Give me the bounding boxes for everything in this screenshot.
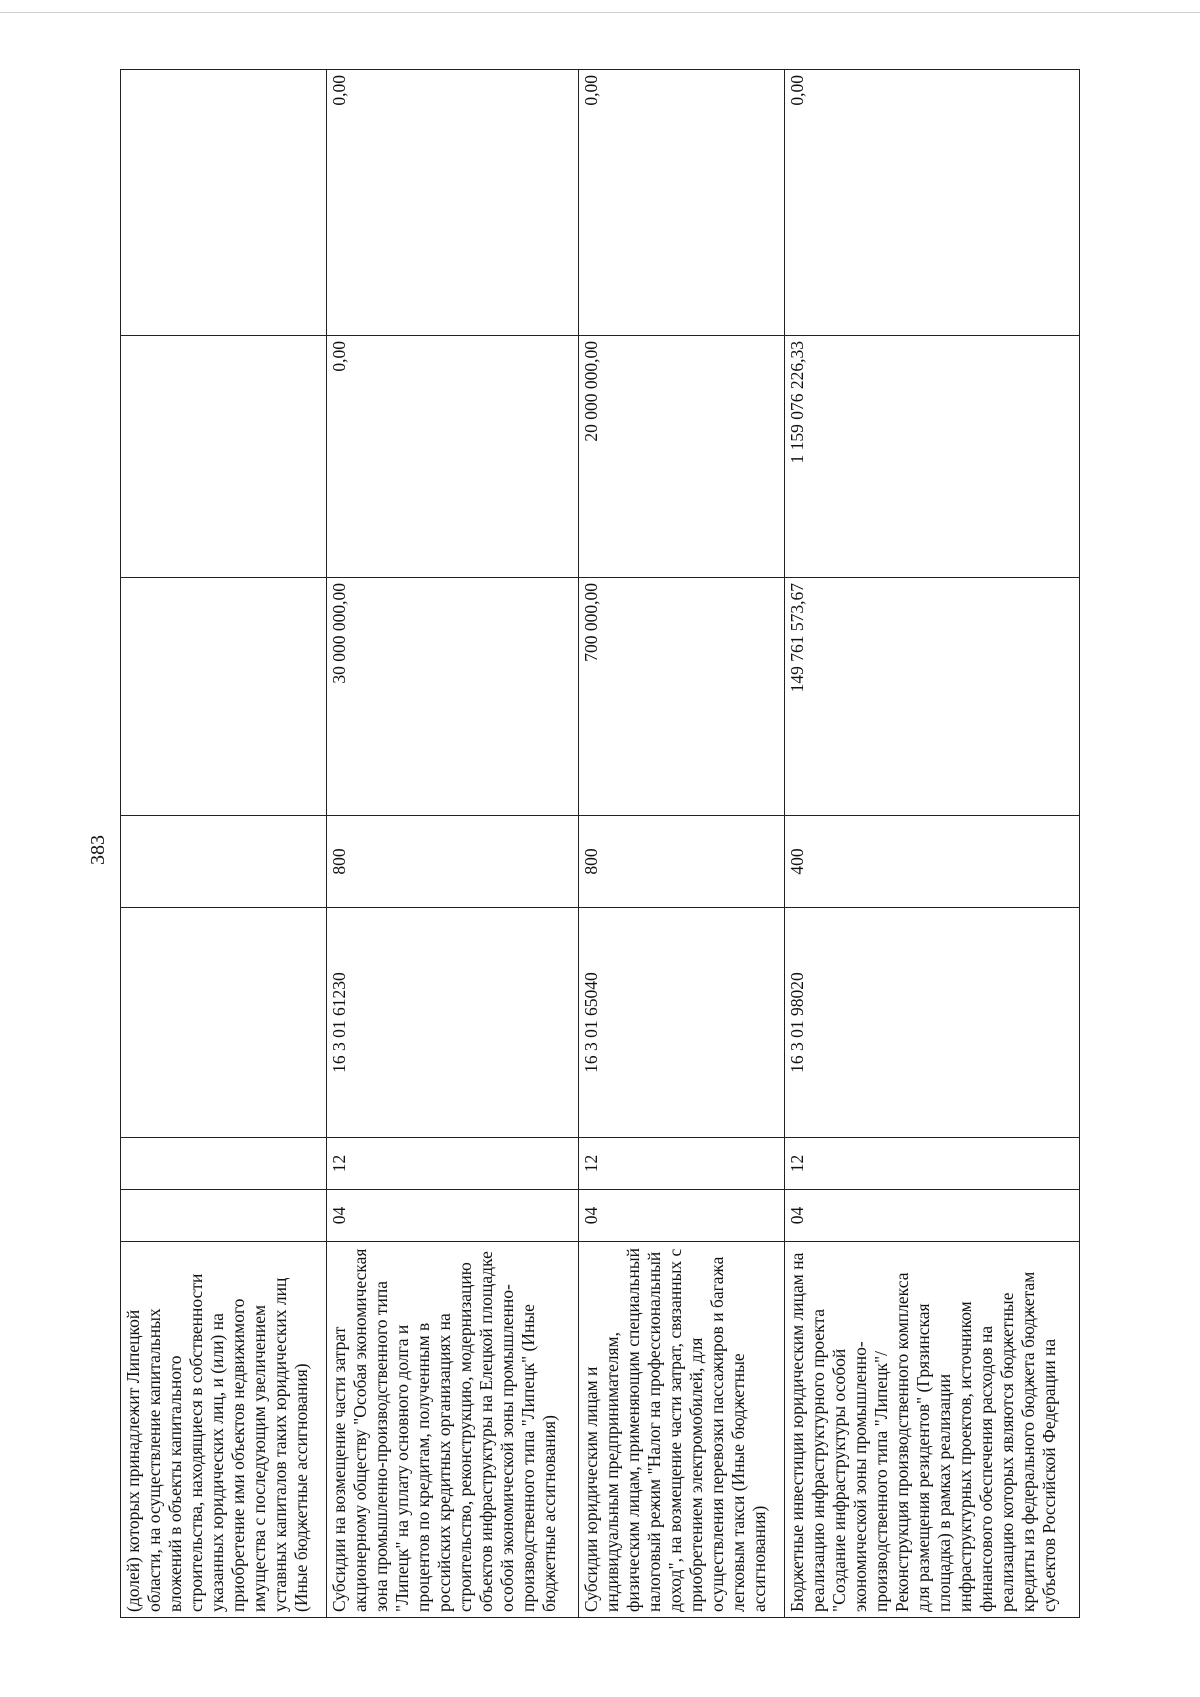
expense-type-cell: 400	[784, 816, 1079, 908]
target-code-cell: 16 3 01 61230	[327, 908, 579, 1138]
subsection-cell: 12	[784, 1138, 1079, 1190]
amount-2-cell	[121, 336, 327, 578]
target-code-cell: 16 3 01 65040	[578, 908, 784, 1138]
table-row	[327, 70, 579, 1618]
rotated-table-container	[120, 70, 1080, 1618]
expense-type-cell: 800	[327, 816, 579, 908]
target-code-cell: 16 3 01 98020	[784, 908, 1079, 1138]
section-cell: 04	[578, 1190, 784, 1242]
section-cell	[121, 1190, 327, 1242]
expense-type-cell: 800	[578, 816, 784, 908]
subsection-cell	[121, 1138, 327, 1190]
amount-1-cell: 149 761 573,67	[784, 578, 1079, 816]
row-description: Бюджетные инвестиции юридическим лицам на реализацию инфраструктурного проекта "Создание инфраструктуры особой экономической зоны промышленно-производственного типа "Липецк"/Реконструкция производственного комплекса для размещения резидентов" (Грязинская площадка) в рамках реализации инфраструктурных проектов, источником финансового обеспечения расходов на реализацию которых являются бюджетные кредиты из федерального бюджета бюджетам субъектов Российской Федерации на	[784, 1242, 1079, 1618]
page-number: 383	[86, 835, 109, 865]
amount-2-cell: 20 000 000,00	[578, 336, 784, 578]
amount-3-cell	[121, 70, 327, 336]
amount-3-cell: 0,00	[784, 70, 1079, 336]
target-code-cell	[121, 908, 327, 1138]
amount-2-cell: 0,00	[327, 336, 579, 578]
table-row	[578, 70, 784, 1618]
table-row	[121, 70, 327, 1618]
budget-table	[120, 69, 1080, 1618]
expense-type-cell	[121, 816, 327, 908]
subsection-cell: 12	[578, 1138, 784, 1190]
row-description: Субсидии на возмещение части затрат акционерному обществу "Особая экономическая зона промышленно-производственного типа "Липецк" на уплату основного долга и процентов по кредитам, полученным в российских кредитных организациях на строительство, реконструкцию, модернизацию объектов инфраструктуры на Елецкой площадке особой экономической зоны промышленно-производственного типа "Липецк" (Иные бюджетные ассигнования)	[327, 1242, 579, 1618]
section-cell: 04	[327, 1190, 579, 1242]
subsection-cell: 12	[327, 1138, 579, 1190]
row-description: (долей) которых принадлежит Липецкой области, на осуществление капитальных вложений в объекты капитального строительства, находящиеся в собственности указанных юридических лиц, и (или) на приобретение ими объектов недвижимого имущества с последующим увеличением уставных капиталов таких юридических лиц (Иные бюджетные ассигнования)	[121, 1242, 327, 1618]
amount-1-cell	[121, 578, 327, 816]
amount-3-cell: 0,00	[327, 70, 579, 336]
amount-1-cell: 30 000 000,00	[327, 578, 579, 816]
amount-2-cell: 1 159 076 226,33	[784, 336, 1079, 578]
amount-3-cell: 0,00	[578, 70, 784, 336]
top-scan-edge	[0, 12, 1200, 13]
table-row	[784, 70, 1079, 1618]
row-description: Субсидии юридическим лицам и индивидуальным предпринимателям, физическим лицам, применяющим специальный налоговый режим "Налог на профессиональный доход", на возмещение части затрат, связанных с приобретением электромобилей, для осуществления перевозки пассажиров и багажа легковым такси (Иные бюджетные ассигнования)	[578, 1242, 784, 1618]
section-cell: 04	[784, 1190, 1079, 1242]
amount-1-cell: 700 000,00	[578, 578, 784, 816]
